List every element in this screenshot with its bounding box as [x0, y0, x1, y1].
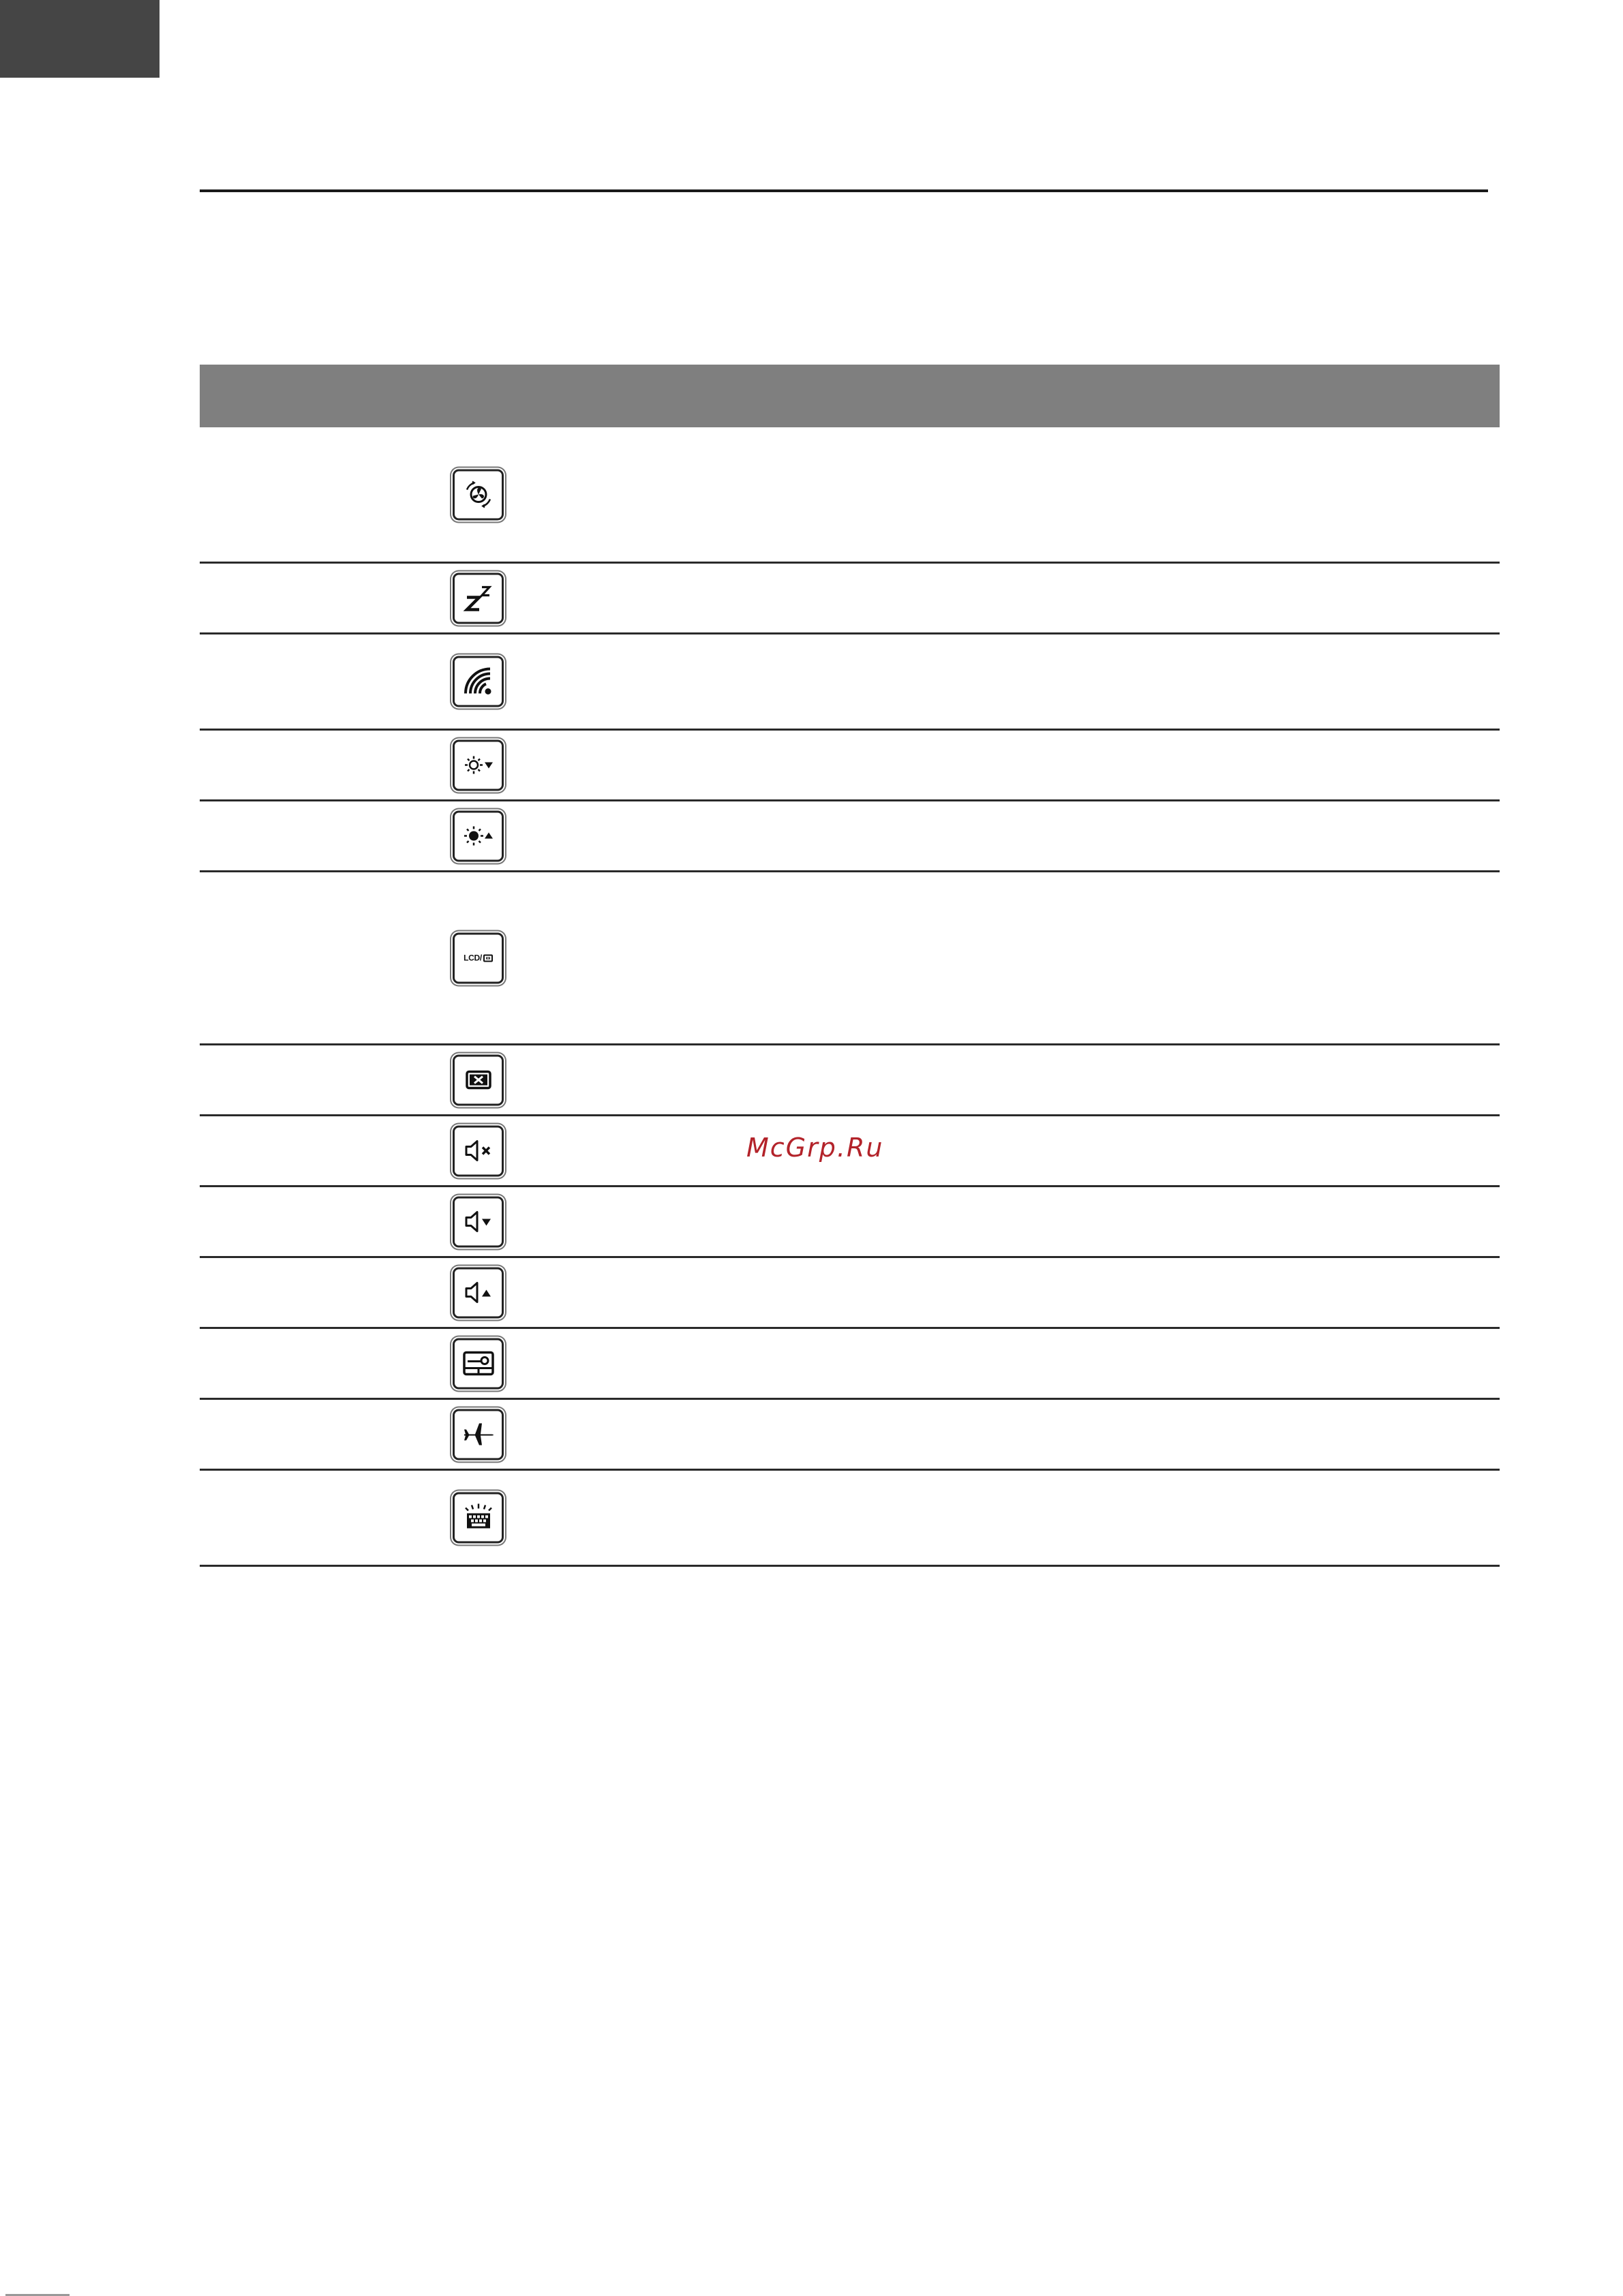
table-header: [200, 365, 1500, 427]
table-row: [200, 564, 1500, 634]
lcd-switch-label: [464, 953, 493, 963]
table-row: [200, 1045, 1500, 1116]
table-row: [200, 427, 1500, 564]
mute-icon: [453, 1125, 504, 1176]
keyboard-backlight-icon: [453, 1493, 504, 1544]
fan-cycle-icon: [453, 469, 504, 520]
brightness-up-icon: [453, 810, 504, 861]
table-row: [200, 1471, 1500, 1567]
table-row: [200, 1187, 1500, 1258]
chapter-tab: [0, 0, 160, 78]
sleep-zz-icon: [453, 572, 504, 624]
airplane-icon: [453, 1409, 504, 1460]
table-row: [200, 731, 1500, 801]
watermark-text: McGrp.Ru: [746, 1133, 884, 1163]
lcd-switch-icon: [453, 932, 504, 983]
table-row: [200, 634, 1500, 731]
touchpad-toggle-icon: [453, 1338, 504, 1389]
table-row: [200, 1400, 1500, 1471]
table-row: [200, 801, 1500, 872]
volume-down-icon: [453, 1196, 504, 1247]
header-rule: [200, 189, 1488, 192]
brightness-down-icon: [453, 739, 504, 791]
lcd-label-text: LCD/: [464, 953, 482, 963]
display-off-icon: [453, 1054, 504, 1105]
volume-up-icon: [453, 1267, 504, 1318]
table-row: [200, 1258, 1500, 1329]
table-row: [200, 1329, 1500, 1400]
table-row: [200, 872, 1500, 1045]
hotkey-table: [200, 365, 1500, 1567]
wireless-signal-icon: [453, 656, 504, 707]
monitor-icon: [483, 954, 493, 962]
